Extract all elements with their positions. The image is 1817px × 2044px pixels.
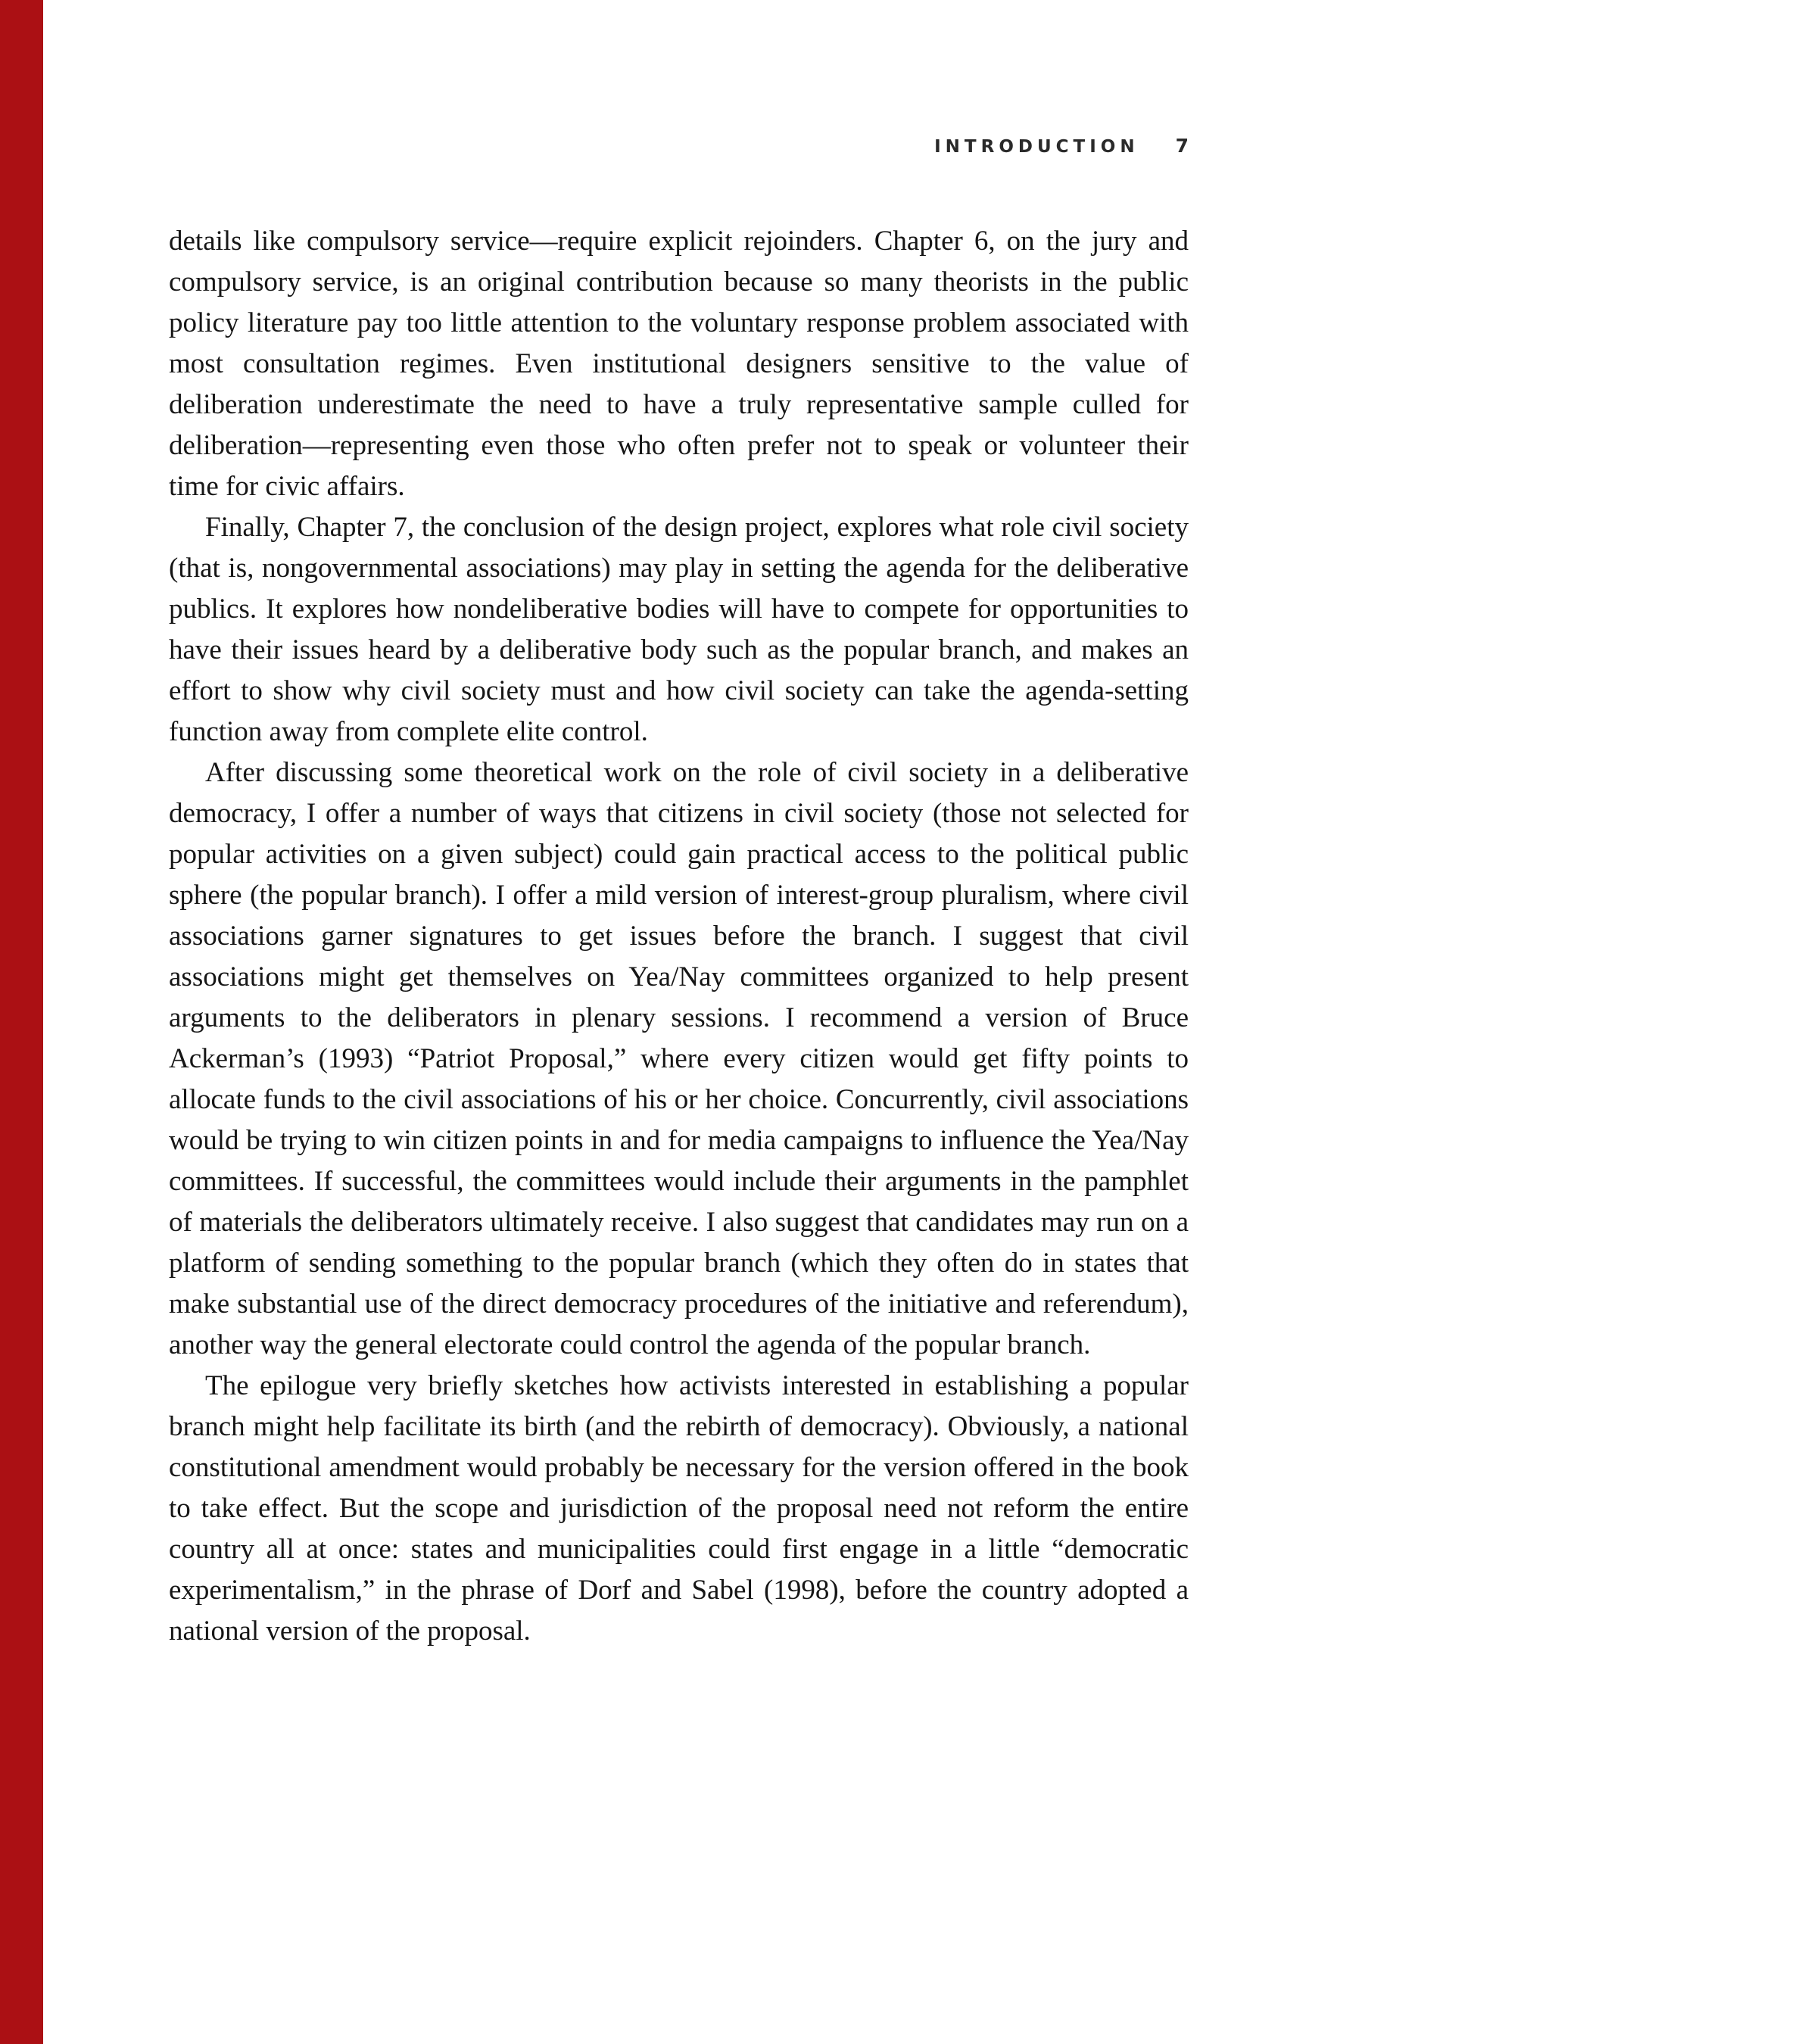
paragraph: details like compulsory service—require explicit rejoinders. Chapter 6, on the jury and compulsory service, is an original contribution because so many theorists in the public policy literature pay too little attention to the voluntary response problem associated with most consultation regimes. Even institutional designers sensitive to the value of deliberation underestimate the need to have a truly representative sample culled for deliberation—representing even those who often prefer not to speak or volunteer their time for civic affairs. [169, 226, 1189, 502]
section-label: INTRODUCTION [934, 137, 1139, 157]
paragraph: After discussing some theoretical work on the role of civil society in a deliberative democracy, I offer a number of ways that citizens in civil society (those not selected for popular activities on a given subject) could gain practical access to the political public sphere (the popular branch). I offer a mild version of interest-group pluralism, where civil associations garner signatures to get issues before the branch. I suggest that civil associations might get themselves on Yea/Nay committees organized to help present arguments to the deliberators in plenary sessions. I recommend a version of Bruce Ackerman’s (1993) “Patriot Proposal,” where every citizen would get fifty points to allocate funds to the civil associations of his or her choice. Concurrently, civil associations would be trying to win citizen points in and for media campaigns to influence the Yea/Nay committees. If successful, the committees would include their arguments in the pamphlet of materials the deliberators ultimately receive. I also suggest that candidates may run on a platform of sending something to the popular branch (which they often do in states that make substantial use of the direct democracy procedures of the initiative and referendum), another way the general electorate could control the agenda of the popular branch. [169, 757, 1189, 1360]
page-number: 7 [1175, 135, 1189, 157]
running-header [169, 135, 1189, 157]
paragraph: The epilogue very briefly sketches how activists interested in establishing a popular branch might help facilitate its birth (and the rebirth of democracy). Obviously, a national constitutional amendment would probably be necessary for the version offered in the book to take effect. But the scope and jurisdiction of the proposal need not reform the entire country all at once: states and municipalities could first engage in a little “democratic experimentalism,” in the phrase of Dorf and Sabel (1998), before the country adopted a national version of the proposal. [169, 1370, 1189, 1647]
body-text [169, 221, 1189, 1652]
page-edge-stripe [0, 0, 43, 2044]
paragraph: Finally, Chapter 7, the conclusion of the design project, explores what role civil society (that is, nongovernmental associations) may play in setting the agenda for the deliberative publics. It explores how nondeliberative bodies will have to compete for opportunities to have their issues heard by a deliberative body such as the popular branch, and makes an effort to show why civil society must and how civil society can take the agenda-setting function away from complete elite control. [169, 512, 1189, 747]
